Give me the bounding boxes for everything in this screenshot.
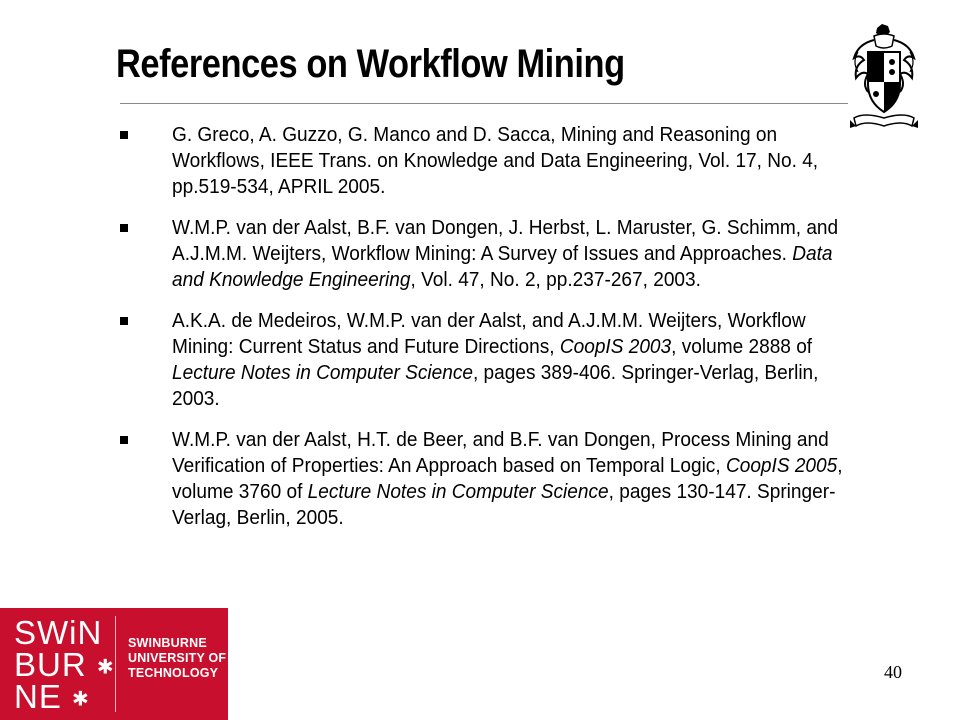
logo-mark-line: SWiN [14, 614, 103, 651]
reference-venue: CoopIS 2003 [559, 335, 672, 358]
star-icon: ✱ [96, 656, 115, 679]
square-bullet-icon [120, 131, 128, 139]
star-icon: ✱ [72, 688, 90, 711]
square-bullet-icon [120, 317, 128, 325]
reference-segment: G. Greco, A. Guzzo, G. Manco and D. Sacca, Mining and Reasoning on Workflows, IEEE Trans. on Knowledge and Data Engineering, Vol. 17, No. 4, pp.519-534, APRIL 2005. [172, 123, 819, 198]
reference-text [172, 308, 860, 412]
reference-segment: W.M.P. van der Aalst, B.F. van Dongen, J. Herbst, L. Maruster, G. Schimm, and A.J.M.M. Weijters, Workflow Mining: A Survey of Issues and Approaches. [172, 216, 839, 265]
title-divider [120, 103, 848, 104]
reference-segment: W.M.P. van der Aalst, H.T. de Beer, and B.F. van Dongen, Process Mining and Verification of Properties: An Approach based on Temporal Logic, [172, 428, 829, 477]
reference-series: Lecture Notes in Computer Science [307, 480, 609, 503]
reference-segment: , volume 2888 of [671, 335, 813, 358]
reference-text [172, 427, 860, 531]
reference-list [118, 122, 918, 546]
logo-word: SWINBURNE [128, 636, 207, 650]
reference-series: Lecture Notes in Computer Science [172, 361, 473, 384]
square-bullet-icon [120, 436, 128, 444]
reference-segment: , Vol. 47, No. 2, pp.237-267, 2003. [410, 268, 701, 291]
logo-divider [115, 616, 116, 712]
logo-mark-line [14, 680, 90, 716]
logo-mark-text: NE [14, 678, 62, 715]
reference-text [172, 215, 860, 293]
reference-item [118, 122, 918, 200]
reference-segment: , pages 130-147. Springer-Verlag, Berlin, 2005. [172, 480, 836, 529]
logo-wordmark [128, 636, 226, 681]
reference-item [118, 427, 918, 531]
reference-segment: A.K.A. de Medeiros, W.M.P. van der Aalst, and A.J.M.M. Weijters, Workflow Mining: Current Status and Future Directions, [172, 309, 806, 358]
swinburne-logo [0, 608, 228, 720]
reference-text [172, 122, 860, 200]
reference-segment: , volume 3760 of [172, 454, 843, 503]
square-bullet-icon [120, 224, 128, 232]
reference-segment: , pages 389-406. Springer-Verlag, Berlin, 2003. [172, 361, 819, 410]
reference-item [118, 215, 918, 293]
reference-item [118, 308, 918, 412]
logo-word: UNIVERSITY OF [128, 651, 227, 665]
page-number: 40 [884, 662, 902, 682]
logo-word: TECHNOLOGY [128, 666, 219, 680]
slide-title: References on Workflow Mining [116, 42, 625, 86]
reference-journal: Data and Knowledge Engineering [172, 242, 833, 291]
logo-mark [0, 608, 118, 720]
reference-venue: CoopIS 2005 [725, 454, 838, 477]
logo-mark-text: BUR [14, 646, 87, 683]
